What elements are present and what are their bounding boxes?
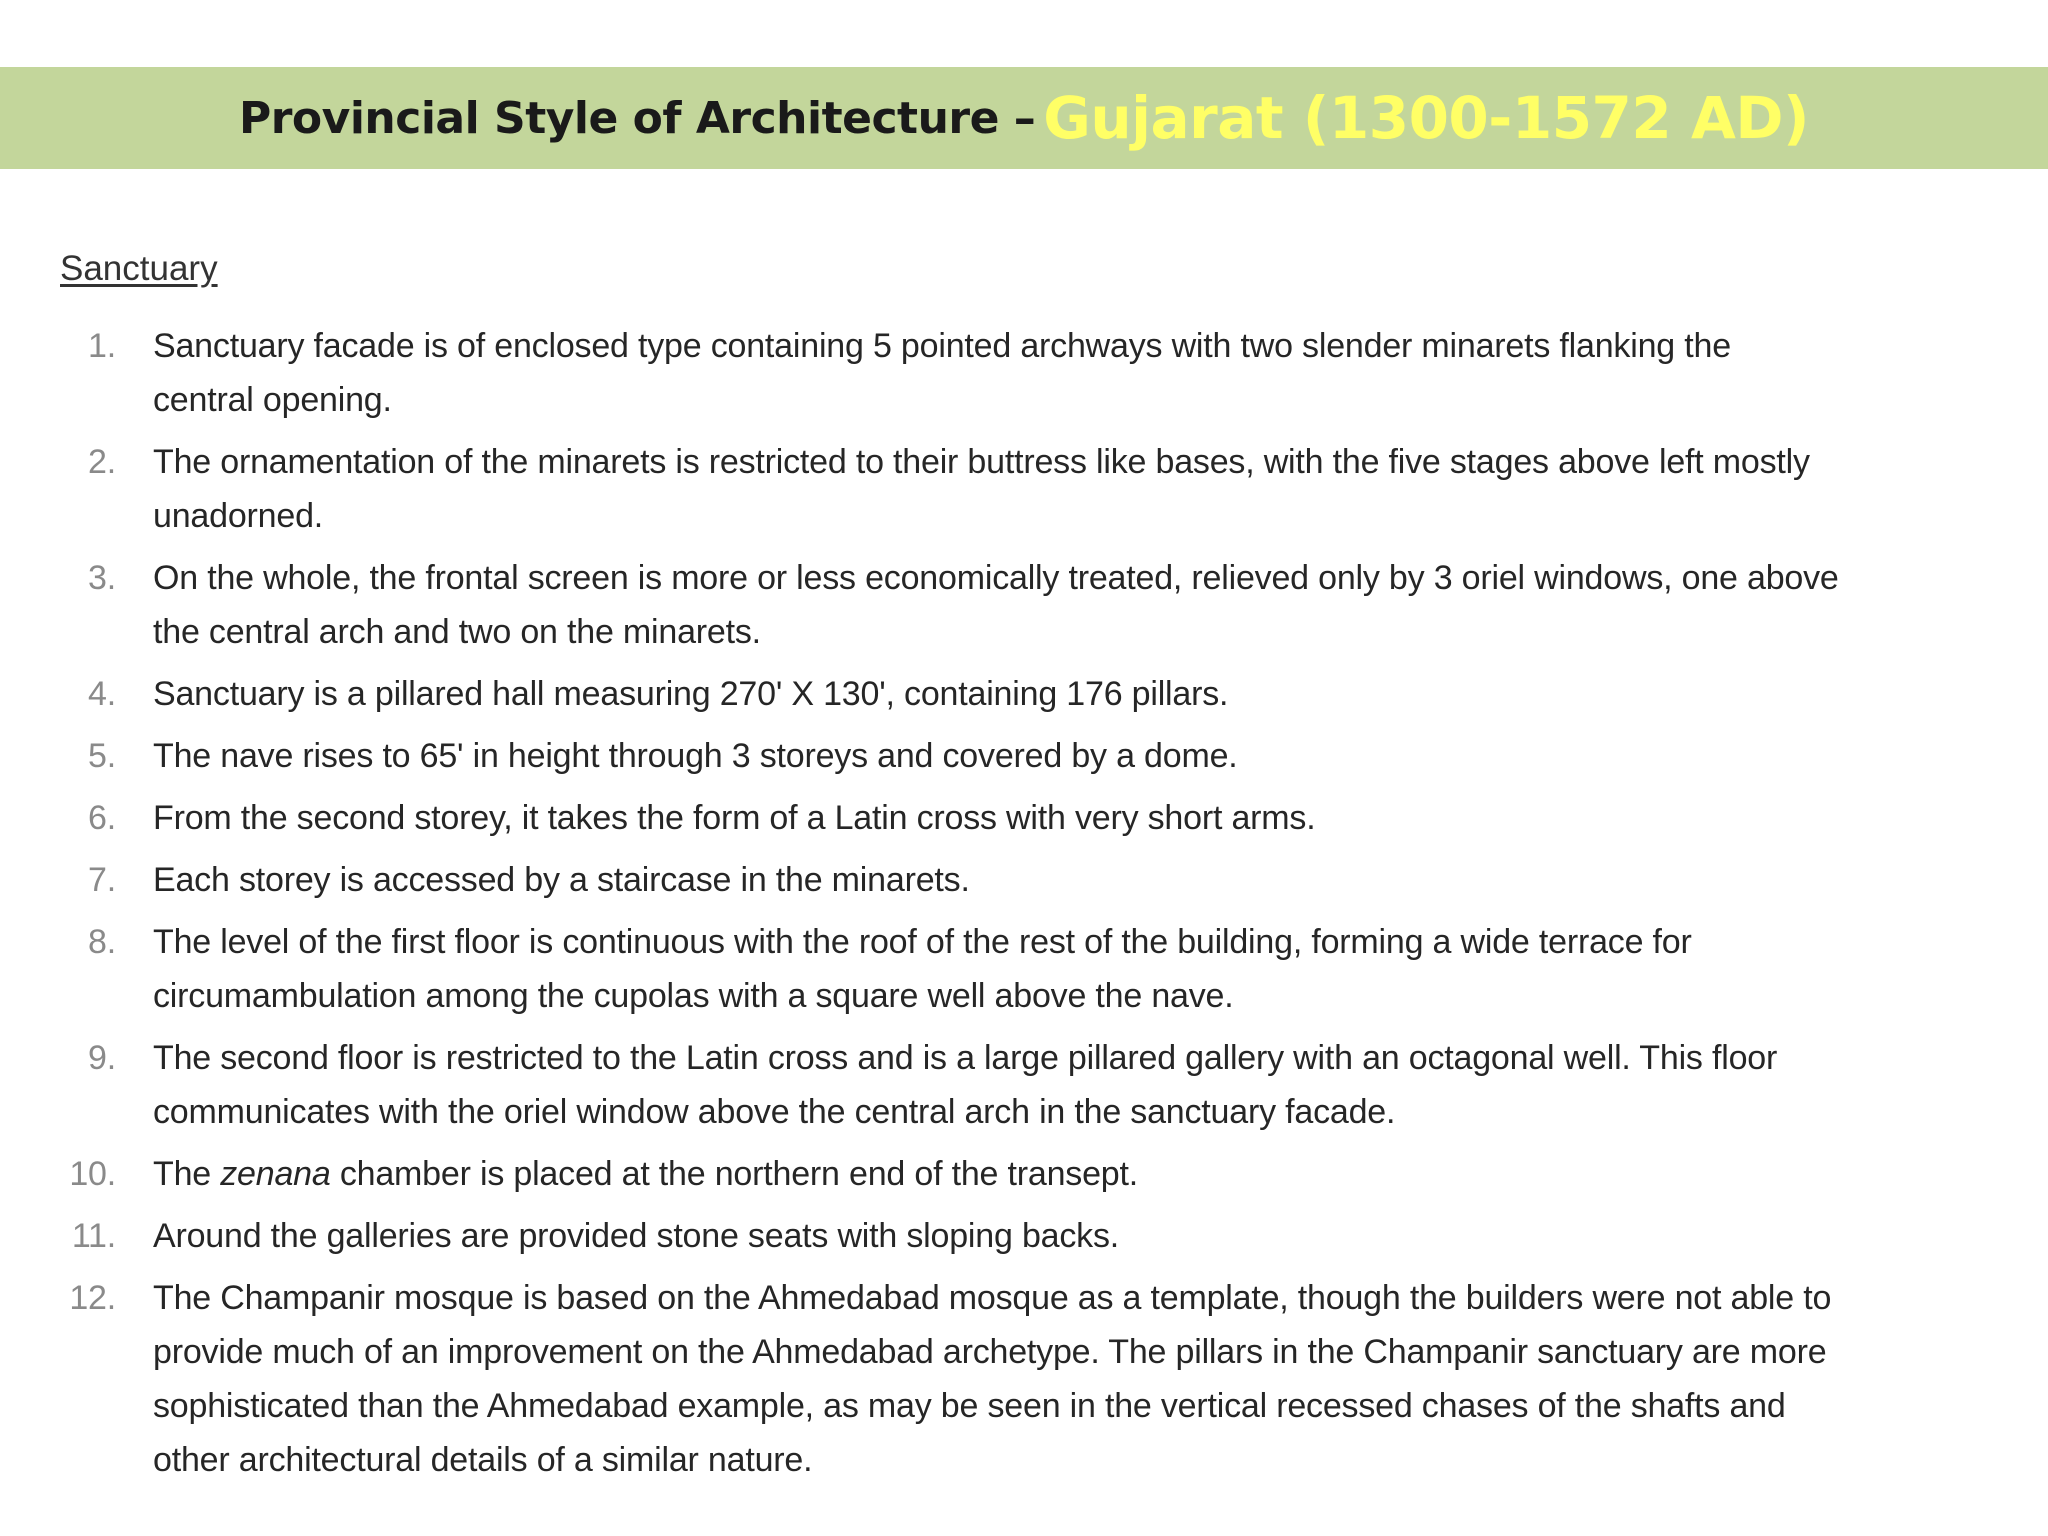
text-line: Around the galleries are provided stone seats with sloping backs. <box>153 1217 1120 1255</box>
text-line: the central arch and two on the minarets. <box>153 613 761 651</box>
list-item <box>0 319 2048 427</box>
list-number: 6. <box>88 799 116 837</box>
list-number: 11. <box>71 1217 116 1255</box>
emphasized-term: zenana <box>220 1155 331 1193</box>
list-item <box>0 551 2048 659</box>
list-item <box>0 1209 2048 1263</box>
text-line: Sanctuary is a pillared hall measuring 270' X 130', containing 176 pillars. <box>153 675 1229 713</box>
list-number: 9. <box>88 1039 116 1077</box>
text-segment: The <box>153 1155 221 1193</box>
list-item <box>0 791 2048 845</box>
list-number: 2. <box>88 443 116 481</box>
list-item <box>0 1031 2048 1139</box>
list-item-text <box>153 551 1998 659</box>
text-line: other architectural details of a similar nature. <box>153 1441 813 1479</box>
list-number: 1. <box>88 327 116 365</box>
list-item-text <box>153 435 1998 543</box>
list-number: 3. <box>88 559 116 597</box>
text-line: circumambulation among the cupolas with a square well above the nave. <box>153 977 1234 1015</box>
list-item <box>0 1147 2048 1201</box>
list-item <box>0 667 2048 721</box>
list-item-text <box>153 791 1998 845</box>
text-segment: chamber is placed at the northern end of the transept. <box>330 1155 1138 1193</box>
text-line: central opening. <box>153 381 392 419</box>
list-number: 12. <box>69 1279 116 1317</box>
list-item-text <box>153 1147 1998 1201</box>
text-line: communicates with the oriel window above the central arch in the sanctuary facade. <box>153 1093 1396 1131</box>
text-line: provide much of an improvement on the Ahmedabad archetype. The pillars in the Champanir sanctuary are more <box>153 1333 1827 1371</box>
list-item <box>0 435 2048 543</box>
text-line: On the whole, the frontal screen is more or less economically treated, relieved only by 3 oriel windows, one above <box>153 559 1839 597</box>
text-line: The Champanir mosque is based on the Ahmedabad mosque as a template, though the builders were not able to <box>153 1279 1832 1317</box>
list-number: 5. <box>88 737 116 775</box>
list-number: 7. <box>88 861 116 899</box>
text-line: sophisticated than the Ahmedabad example, as may be seen in the vertical recessed chases of the shafts and <box>153 1387 1786 1425</box>
list-number: 10. <box>69 1155 116 1193</box>
list-item-text <box>153 1271 1998 1487</box>
section-heading: Sanctuary <box>60 249 218 288</box>
text-line: The second floor is restricted to the Latin cross and is a large pillared gallery with an octagonal well. This floor <box>153 1039 1778 1077</box>
list-item-text <box>153 319 1998 427</box>
slide-title: Provincial Style of Architecture – <box>238 92 1036 144</box>
list-item-text <box>153 1209 1998 1263</box>
text-line: Each storey is accessed by a staircase in the minarets. <box>153 861 970 899</box>
list-item-text <box>153 667 1998 721</box>
slide-title-accent: Gujarat (1300-1572 AD) <box>1043 84 1810 152</box>
list-item <box>0 853 2048 907</box>
text-line: Sanctuary facade is of enclosed type containing 5 pointed archways with two slender minarets flanking the <box>153 327 1731 365</box>
list-item-text <box>153 915 1998 1023</box>
text-line: The nave rises to 65' in height through 3 storeys and covered by a dome. <box>153 737 1238 775</box>
list-item-text <box>153 729 1998 783</box>
text-line: The ornamentation of the minarets is restricted to their buttress like bases, with the five stages above left mostly <box>153 443 1810 481</box>
list-number: 8. <box>88 923 116 961</box>
list-number: 4. <box>88 675 116 713</box>
numbered-list <box>0 319 2048 1495</box>
list-item-text <box>153 1031 1998 1139</box>
text-line: From the second storey, it takes the form of a Latin cross with very short arms. <box>153 799 1316 837</box>
list-item <box>0 1271 2048 1487</box>
list-item-text <box>153 853 1998 907</box>
list-item <box>0 729 2048 783</box>
text-line: unadorned. <box>153 497 324 535</box>
list-item <box>0 915 2048 1023</box>
text-line: The level of the first floor is continuous with the roof of the rest of the building, forming a wide terrace for <box>153 923 1692 961</box>
